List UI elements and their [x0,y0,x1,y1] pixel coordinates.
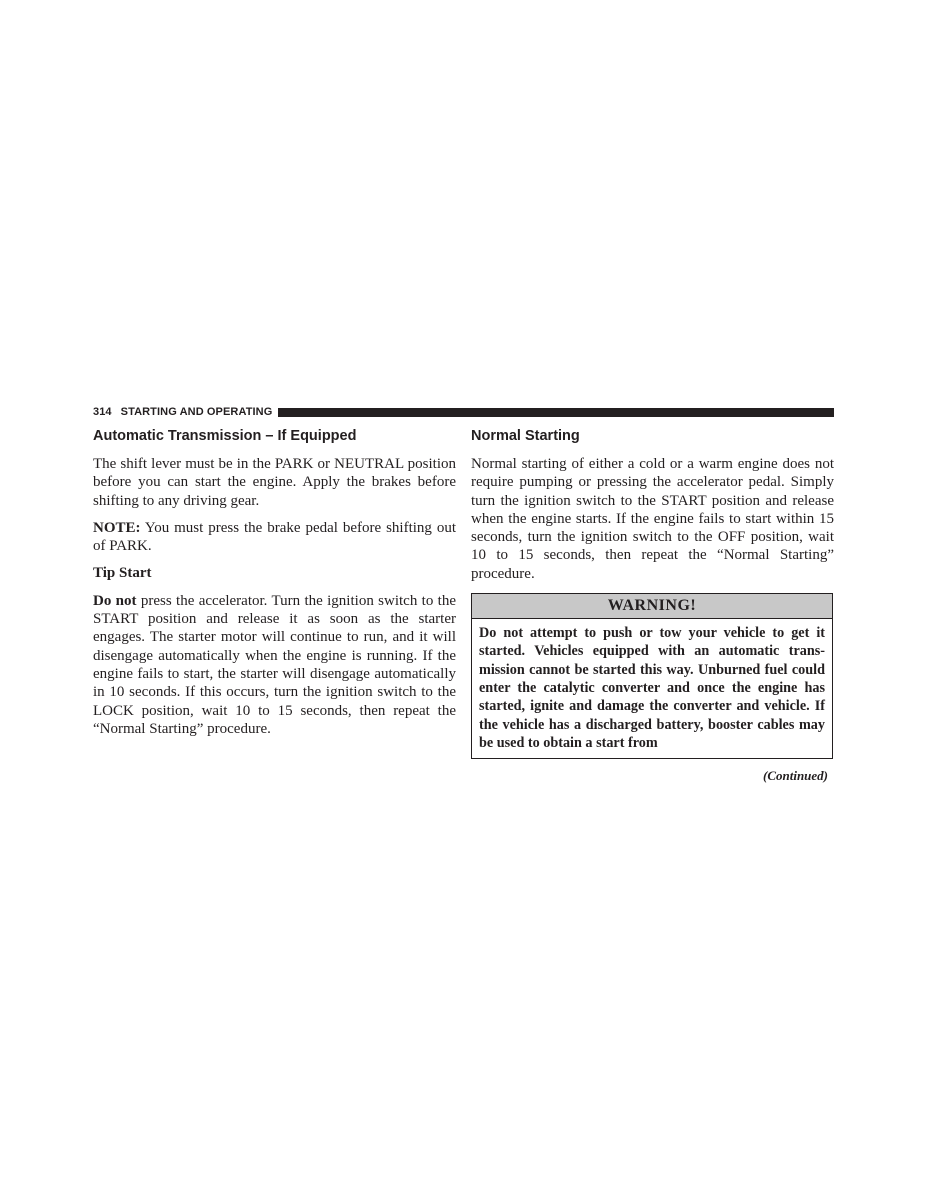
page-header [93,405,834,419]
normal-starting-heading: Normal Starting [471,428,580,444]
warning-title: WARNING! [472,594,832,619]
warning-text: Do not attempt to push or tow your vehicle to get it started. Vehicles equipped with an automatic transmission cannot be started this way. Unburned fuel could enter the catalytic converter and once the engine has started, ignite and damage the converter and vehicle. If the vehicle has a discharged battery, booster cables may be used to obtain a start from [479,625,825,751]
note-label: NOTE: [93,519,141,536]
tip-start-emphasis: Do not [93,592,137,609]
section-title: STARTING AND OPERATING [120,406,273,418]
tip-start-heading: Tip Start [93,565,152,582]
shift-lever-paragraph: The shift lever must be in the PARK or NEUTRAL position before you can start the engine. Apply the brakes before shifting to any driving gear. [93,456,456,509]
warning-box [471,593,833,759]
tip-start-text: press the accelerator. Turn the ignition switch to the START position and release it as soon as the starter engages. The starter motor will continue to run, and it will disengage automatically when the engine is running. If the engine fails to start, the starter will disengage automatically in 10 seconds. If this occurs, turn the ignition switch to the LOCK position, wait 10 to 15 seconds, then repeat the “Normal Starting” procedure. [93,592,457,737]
page-number: 314 [93,406,112,418]
continued-label: (Continued) [762,768,828,784]
right-column [471,428,834,784]
header-rule [278,408,834,417]
left-column [93,428,456,747]
note-text: You must press the brake pedal before shifting out of PARK. [93,519,456,555]
automatic-transmission-heading: Automatic Transmission – If Equipped [93,428,357,444]
note-paragraph [93,519,456,556]
normal-starting-paragraph: Normal starting of either a cold or a warm engine does not require pumping or pressing the accelerator pedal. Simply turn the ignition switch to the START position and release when the engine starts. If the engine fails to start within 15 seconds, turn the ignition switch to the OFF position, wait 10 to 15 seconds, then repeat the “Normal Starting” procedure. [471,456,834,582]
tip-start-paragraph [93,592,456,738]
